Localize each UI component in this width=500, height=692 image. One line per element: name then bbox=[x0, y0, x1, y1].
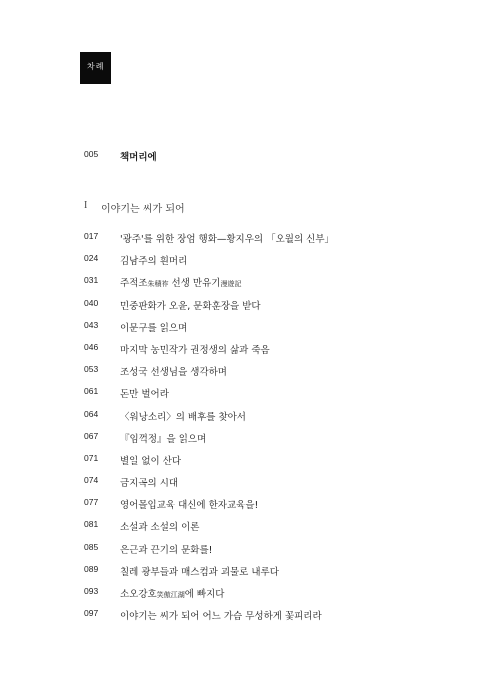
toc-list bbox=[84, 231, 460, 630]
entry-title bbox=[120, 275, 241, 289]
toc-entry[interactable] bbox=[84, 342, 460, 364]
entry-title: 금지곡의 시대 bbox=[120, 478, 179, 490]
toc-label-tab bbox=[80, 52, 111, 84]
entry-page-number: 017 bbox=[84, 231, 99, 241]
entry-page-number: 067 bbox=[84, 430, 99, 441]
entry-page-number: 097 bbox=[84, 608, 99, 619]
entry-title-hanja-2: 漫遊記 bbox=[220, 280, 242, 289]
toc-entry[interactable] bbox=[84, 231, 460, 253]
entry-title: 은근과 끈기의 문화를! bbox=[120, 544, 213, 556]
part-heading bbox=[84, 200, 460, 216]
preface-title: 책머리에 bbox=[120, 152, 157, 163]
entry-title: 마지막 농민작가 권정생의 삶과 죽음 bbox=[120, 344, 270, 356]
entry-page-number: 093 bbox=[84, 586, 99, 596]
entry-title: 영어몰입교육 대신에 한자교육을! bbox=[120, 500, 259, 512]
toc-entry[interactable] bbox=[84, 564, 460, 586]
toc-entry[interactable] bbox=[84, 253, 460, 275]
entry-page-number: 074 bbox=[84, 475, 99, 486]
toc-label: 차례 bbox=[87, 62, 105, 71]
entry-title: 『임꺽정』을 읽으며 bbox=[120, 433, 207, 445]
entry-title: 별일 없이 산다 bbox=[120, 455, 182, 467]
entry-page-number: 085 bbox=[84, 541, 99, 552]
entry-title: 칠레 광부들과 매스컴과 괴물로 내루다 bbox=[120, 566, 279, 578]
entry-title-hanja: 朱積祚 bbox=[147, 280, 169, 289]
entry-page-number: 061 bbox=[84, 386, 99, 397]
entry-page-number: 071 bbox=[84, 452, 99, 463]
entry-title: 〈워낭소리〉의 배후를 찾아서 bbox=[120, 411, 246, 423]
toc-entry[interactable] bbox=[84, 497, 460, 519]
toc-entry[interactable] bbox=[84, 453, 460, 475]
entry-title: 소설과 소설의 이론 bbox=[120, 522, 200, 534]
toc-entry[interactable] bbox=[84, 364, 460, 386]
entry-title: 조성국 선생님을 생각하며 bbox=[120, 367, 227, 379]
entry-page-number: 077 bbox=[84, 497, 99, 508]
toc-entry[interactable] bbox=[84, 542, 460, 564]
toc-entry[interactable] bbox=[84, 275, 460, 297]
entry-page-number: 081 bbox=[84, 519, 99, 530]
entry-page-number: 046 bbox=[84, 341, 99, 352]
part-numeral: I bbox=[84, 200, 88, 211]
preface-page-number: 005 bbox=[84, 149, 99, 159]
entry-title: 돈만 벌어라 bbox=[120, 389, 169, 401]
entry-page-number: 040 bbox=[84, 297, 99, 308]
entry-page-number: 089 bbox=[84, 563, 99, 574]
entry-title-rest: 에 빠지다 bbox=[184, 589, 225, 600]
toc-entry[interactable] bbox=[84, 386, 460, 408]
entry-title-rest: 선생 만유기 bbox=[168, 278, 221, 290]
entry-title: 김남주의 흰머리 bbox=[120, 256, 188, 268]
entry-title-hanja: 笑傲江湖 bbox=[156, 591, 185, 599]
preface-entry[interactable] bbox=[84, 149, 460, 163]
entry-title: 이야기는 씨가 되어 어느 가슴 무성하게 꽃피리라 bbox=[120, 611, 322, 623]
toc-entry[interactable] bbox=[84, 298, 460, 320]
toc-entry[interactable] bbox=[84, 586, 460, 608]
entry-title: 이문구를 읽으며 bbox=[120, 322, 188, 334]
entry-title-main: 소오강호 bbox=[120, 589, 157, 600]
toc-entry[interactable] bbox=[84, 475, 460, 497]
toc-entry[interactable] bbox=[84, 409, 460, 431]
entry-title-main: 주적조 bbox=[120, 278, 148, 290]
toc-entry[interactable] bbox=[84, 519, 460, 541]
toc-entry[interactable] bbox=[84, 320, 460, 342]
entry-title: '광주'를 위한 장엄 행화—황지우의 「오월의 신부」 bbox=[120, 234, 335, 245]
toc-entry[interactable] bbox=[84, 431, 460, 453]
entry-title: 민중판화가 오윤, 문화훈장을 받다 bbox=[120, 300, 261, 312]
entry-page-number: 064 bbox=[84, 408, 99, 419]
part-title: 이야기는 씨가 되어 bbox=[101, 204, 185, 215]
toc-entry[interactable] bbox=[84, 608, 460, 630]
entry-page-number: 024 bbox=[84, 253, 99, 264]
entry-page-number: 031 bbox=[84, 275, 99, 286]
entry-page-number: 043 bbox=[84, 319, 99, 330]
entry-title bbox=[120, 586, 224, 600]
entry-page-number: 053 bbox=[84, 364, 99, 375]
